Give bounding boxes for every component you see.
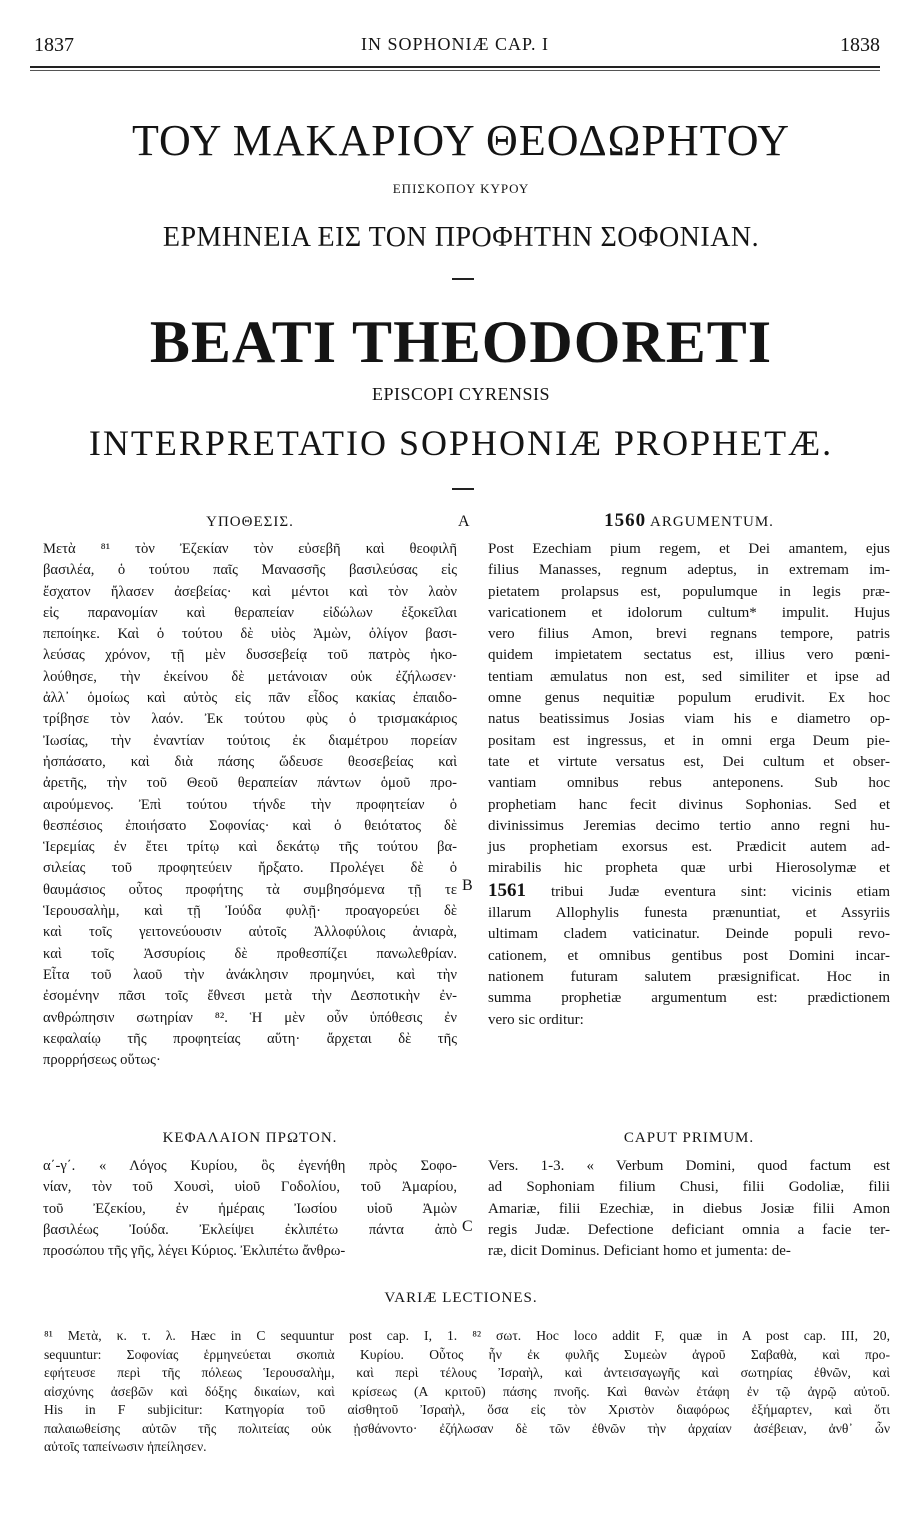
greek-text-line: τρίβησε τὸν λαόν. Ἐκ τούτου φὺς ὁ τρισμακάριος [43,711,457,728]
latin-text-line: vero filius Amon, brevi regnans tempore, patris [488,626,890,643]
latin-chapter-line: Vers. 1-3. « Verbum Domini, quod factum est [488,1158,890,1174]
greek-text-line: θαυμάσιος οὗτος προφήτης τὰ συμβησόμενα τῇ τε [43,881,457,898]
variae-note-line: εφήτευσε περὶ τῆς πόλεως Ἱερουσαλὴμ, καὶ περὶ τέλους Ἰσραὴλ, καὶ ἀντεισαγωγῆς καὶ σωτηρίας ἐθνῶν, καὶ [44,1365,890,1380]
latin-text-line [488,880,890,903]
column-number-right: 1838 [840,34,880,56]
greek-text-line: αιρούμενος. Ἐπὶ τούτου τήνδε τὴν προφητείαν ὁ [43,796,457,813]
column-number-left: 1837 [34,34,74,56]
greek-text-line: Ἱερουσαλὴμ, καὶ τῇ Ἰούδα φυλῇ· προαγορεύει δὲ [43,903,457,920]
argumentum-heading [488,510,890,532]
variae-note-line: παλαιωθείσης αὐτῶν τῆς πολιτείας οὐκ ᾐσθάνοντο· ἐζήλωσαν δὲ τῶν ἐθνῶν τὴν ἀρχαίαν ἀσέβειαν, ἀνθ᾽ ὧν [44,1420,890,1436]
greek-text-line: λεύσας χρόνον, τῇ μὲν δυσσεβείᾳ τοῦ πατρὸς ἠκο- [43,647,457,664]
running-head [30,34,880,58]
latin-work-title: INTERPRETATIO SOPHONIÆ PROPHETÆ. [88,423,834,463]
variae-note-line: His in F subjicitur: Κατηγορία τοῦ αἰσθητοῦ Ἰσραὴλ, ὅσα εἰς τὸν Χριστὸν διαφόρως ἐξήμαρτεν, καὶ ὅτι [44,1402,890,1417]
greek-chapter-line: α΄-γ΄. « Λόγος Κυρίου, ὃς ἐγενήθη πρὸς Σοφο- [43,1158,457,1174]
latin-text-line: varicationem et idolorum cultum* impulit. Hujus [488,604,890,621]
greek-chapter-line: βασιλέως Ἰούδα. Ἐκλείψει ἐκλιπέτω πάντα ἀπὸ [43,1221,457,1238]
variae-note-line: αὐτοῖς ταπείνωσιν ἠπείλησεν. [44,1439,207,1454]
margin-letter-a: A [458,513,470,530]
latin-text-line: pietatem prolapsus est, populumque in legis præ- [488,583,890,600]
greek-text-line: Ἰωσίας, τὴν ἐναντίαν τούτοις ἐκ διαμέτρου πορείαν [43,732,457,749]
latin-chapter-line: regis Judæ. Defectione deficiant omnia a facie ter- [488,1221,890,1238]
latin-text-line: illarum Allophylis funesta prænuntiat, et Assyriis [488,905,890,922]
greek-text-line: ἐσομένην πᾶσι τοῖς ἔθνεσι μετὰ τὴν Δεσποτικὴν ἐν- [43,988,457,1005]
latin-text-line: cationem, et omnibus gentibus post Domini incar- [488,947,890,964]
latin-text-line: divinissimus Jeremias decimo tertio anno regni hu- [488,817,890,834]
greek-text-line: πεποίηκε. Καὶ ὁ τούτου δὲ υἱὸς Ἀμὼν, ὀλίγον βασι- [43,626,457,643]
greek-chapter-line: τοῦ Ἐζεκίου, ἐν ἡμέραις Ἰωσίου υἱοῦ Ἀμὼν [43,1200,457,1217]
greek-chapter-text [43,1156,457,1262]
argumentum-text [488,539,890,1031]
latin-text-line: summa prophetiæ argumentum est: prædictionem [488,990,890,1007]
margin-letter-b: B [462,877,473,894]
latin-text-line: prophetiam hanc fecit divinus Sophonias. Sed et [488,796,890,813]
latin-author-title: BEATI THEODORETI [149,309,773,375]
greek-text-line: εἰς παρανομίαν καὶ θεραπείαν εἰδώλων ἐξοκεῖλαι [43,604,457,621]
latin-text-line: filius Manasses, regnum adeptus, in extremam im- [488,562,890,579]
variae-note-line: ⁸¹ Μετὰ, κ. τ. λ. Hæc in C sequuntur post cap. I, 1. ⁸² σωτ. Hoc loco addit F, quæ in A post cap. III, 20, [44,1328,890,1343]
margin-letter-c: C [462,1218,473,1235]
latin-text-line: jus prophetiam exorsus est. Prædicit autem ad- [488,839,890,856]
variae-note-line: sequuntur: Σοφονίας ἑρμηνεύεται σκοπιὰ Κυρίου. Οὗτος ἦν ἐκ φυλῆς Συμεὼν ἀγροῦ Σαβαθὰ, καὶ προ- [44,1346,890,1362]
latin-text-line: natus beatissimus Josias viam his e diametro op- [488,711,890,728]
latin-text-line: tate et virtute versatus est, Dei cultum et obser- [488,753,890,770]
argumentum-label: ARGUMENTUM. [650,514,774,530]
latin-chapter-line: ad Sophoniam filium Chusi, filii Godoliæ, filii [488,1179,890,1196]
greek-hypothesis-text [43,539,457,1071]
latin-text-line: quidem impietatem sectatus est, illius vero pœni- [488,647,890,664]
greek-text-line: προρρήσεως οὕτως· [43,1052,161,1069]
column-number-1560: 1560 [604,510,647,531]
latin-see-title: EPISCOPI CYRENSIS [371,384,551,404]
greek-text-line: λούθησε, τὴν ἐκείνου δὲ μετάνοιαν οὐκ ἐζήλωσεν· [43,668,457,685]
greek-text-line: Εἶτα τοῦ λαοῦ τὴν ἀνάκλησιν προμηνύει, καὶ τὴν [43,966,457,983]
header-rule [30,66,880,68]
latin-text-line: nationem futuram salutem præsignificat. Hoc in [488,968,890,985]
latin-text-line: Post Ezechiam pium regem, et Dei amantem, ejus [488,541,890,557]
latin-chapter-line: Amariæ, filii Ezechiæ, in diebus Josiæ filii Amon [488,1200,890,1217]
greek-chapter-line: προσώπου τῆς γῆς, λέγει Κύριος. Ἐκλιπέτω ἄνθρω- [43,1243,346,1260]
variae-lectiones-notes [44,1327,890,1457]
greek-text-line: κεφαλαίῳ τῆς προφητείας αὕτη· ἄρχεται δὲ τῆς [43,1030,457,1047]
greek-text-line: καὶ τοῖς Ἀσσυρίοις δὲ προθεσπίζει πανωλεθρίαν. [43,945,457,962]
latin-text-line: mirabilis hic propheta quæ urbi Hierosolymæ et [488,860,890,877]
greek-author-title: ΤΟΥ ΜΑΚΑΡΙΟΥ ΘΕΟΔΩΡΗΤΟΥ [131,116,791,165]
greek-text-line: ἀρετῆς, τὴν τοῦ Θεοῦ θεραπείαν πάντων ὁμοῦ προ- [43,775,457,792]
greek-text-line: ἠσπάσατο, καὶ διὰ πάσης ὥδευσε θεοσεβείας καὶ [43,753,457,770]
greek-text-line: ανθρώπησιν σωτηρίαν ⁸². Ἡ μὲν οὖν ὑπόθεσις ἐν [43,1009,457,1026]
greek-text-line: ἔσχατον ἤλασεν ἀσεβείας· καὶ μέντοι καὶ τὸν λαὸν [43,583,457,600]
greek-chapter-line: νίαν, τὸν τοῦ Χουσὶ, υἱοῦ Γοδολίου, τοῦ Ἀμαρίου, [43,1179,457,1196]
header-rule-thin [30,70,880,71]
latin-text-line: tentiam æmulatus non est, sed similiter et ipse ad [488,668,890,685]
greek-text-line: ἀλλ᾽ ὁμοίως καὶ αὐτὸς εἰς πᾶν εἶδος κακίας ἐπαιδο- [43,690,457,707]
greek-text-line: Ἱερεμίας ἐν ἔτει τρίτῳ καὶ δεκάτῳ τῆς τούτου βα- [43,839,457,856]
greek-text-line: θεσπέσιος ἐποιήσατο Σοφονίας· καὶ ὁ θειότατος δὲ [43,817,457,834]
latin-text-line: positam est ingressus, et in omni erga Deum pie- [488,732,890,749]
latin-chapter-line: ræ, dicit Dominus. Deficiant homo et jumenta: de- [488,1243,791,1260]
latin-chapter-text [488,1156,890,1262]
greek-hypothesis-heading: ΥΠΟΘΕΣΙΣ. [206,514,294,530]
greek-text-line: βασιλέα, ὁ τούτου παῖς Μανασσῆς βασιλεύσας εἰς [43,562,457,579]
latin-chapter-heading: CAPUT PRIMUM. [623,1130,755,1146]
latin-text-line: omne genus nequitiæ populum erudivit. Ex hoc [488,690,890,707]
greek-text-line: σιλείας τοῦ προφητεύειν ἤρξατο. Προλέγει δὲ ὁ [43,860,457,877]
greek-text-line: Μετὰ ⁸¹ τὸν Ἐζεκίαν τὸν εὐσεβῆ καὶ θεοφιλῆ [43,541,457,557]
running-title: IN SOPHONIÆ CAP. I [360,34,550,54]
greek-chapter-heading: ΚΕΦΑΛΑΙΟΝ ΠΡΩΤΟΝ. [162,1130,338,1146]
title-dash [452,488,474,490]
title-dash [452,278,474,280]
greek-work-title: ΕΡΜΗΝΕΙΑ ΕΙΣ ΤΟΝ ΠΡΟΦΗΤΗΝ ΣΟΦΟΝΙΑΝ. [162,222,760,253]
latin-text-line-text: tribui Judæ eventura sint: vicinis etiam [550,883,890,900]
latin-text-line: vero sic orditur: [488,1011,584,1028]
variae-lectiones-heading: VARIÆ LECTIONES. [384,1290,538,1306]
greek-see-title: ΕΠΙΣΚΟΠΟΥ ΚΥΡΟΥ [392,181,530,196]
column-number-1561: 1561 [488,879,526,901]
greek-text-line: καὶ τοῖς γειτονεύουσιν αὐτοῖς Ἀλλοφύλοις ἀνιαρὰ, [43,924,457,941]
variae-note-line: αἰσχύνης ἀσεβῶν καὶ δόξης δικαίων, καὶ κρίσεως (Α κριτοῦ) πάσης πνοῆς. Καὶ θανὼν ἐτάφη ἐν τῷ ἀγρῷ αὐτοῦ. [44,1383,890,1399]
latin-text-line: ultimam cladem vaticinatur. Deinde populi revo- [488,926,890,943]
latin-text-line: vantiam omnibus rebus anteponens. Sub hoc [488,775,890,792]
